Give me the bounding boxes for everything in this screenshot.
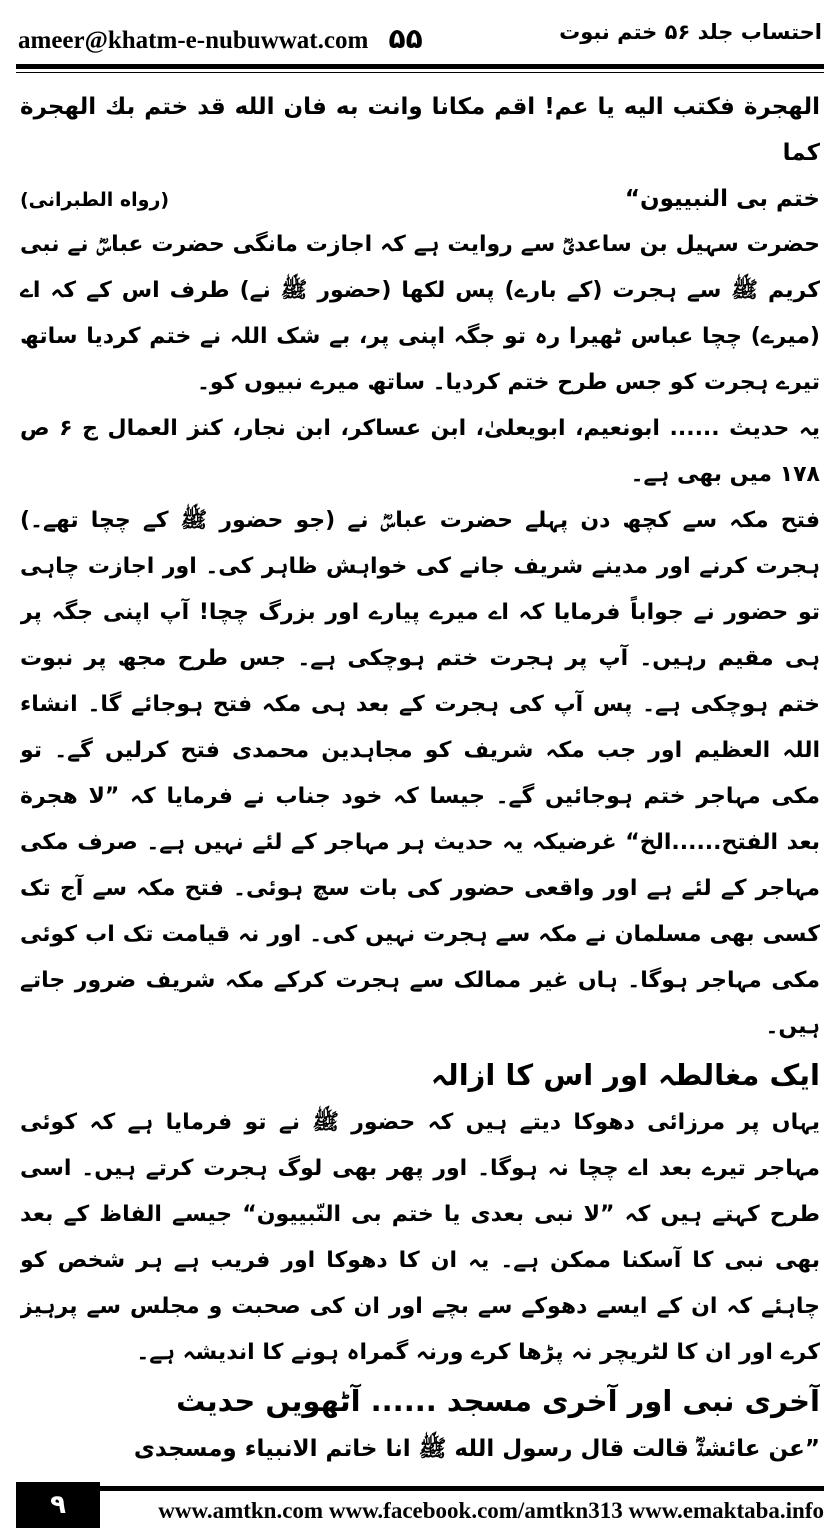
header-page-number: ۵۵ <box>388 22 423 55</box>
arabic-text-2: ختم بی النبییون“ <box>624 186 820 212</box>
paragraph-3 <box>20 498 820 1050</box>
arabic-text-1: الهجرة فكتب اليه يا عم! اقم مكانا وانت به فان الله قد ختم بك الهجرة كما <box>20 94 820 166</box>
paragraph-4 <box>20 1100 820 1376</box>
header-email: ameer@khatm-e-nubuwwat.com <box>18 27 369 54</box>
page-footer <box>16 1482 824 1528</box>
page-body <box>20 84 820 1464</box>
header-thick-rule <box>16 64 824 69</box>
header-thin-rule <box>16 72 824 73</box>
footer-page-number: ۹ <box>16 1482 100 1528</box>
header-issue-title: احتساب جلد ۵۶ ختم نبوت <box>559 20 822 44</box>
arabic-reference: (رواه الطبرانی) <box>20 189 170 211</box>
footer-rule <box>100 1486 824 1491</box>
arabic-row-2 <box>20 176 820 222</box>
section-heading-1: ایک مغالطہ اور اس کا ازالہ <box>430 1058 820 1092</box>
page-header <box>18 14 822 60</box>
paragraph-3-part-b: “ غرضیکہ یہ حدیث ہر مہاجر کے لئے نہیں ہے۔ صرف مکی مہاجر کے لئے ہے اور واقعی حضور کی بات سچ ہوئی۔ فتح مکہ سے آج تک کسی بھی مسلمان نے مکہ سے ہجرت نہیں کی۔ اور نہ قیامت تک اب کوئی مکی مہاجر ہوگا۔ ہاں غیر ممالک سے ہجرت کرکے مکہ شریف ضرور جاتے ہیں۔ <box>20 830 820 1039</box>
paragraph-4-arabic: لا نبی بعدی یا ختم بی النّبییون <box>256 1202 601 1227</box>
paragraph-3-part-a: فتح مکہ سے کچھ دن پہلے حضرت عباسؓ نے (جو حضور ﷺ کے چچا تھے۔) ہجرت کرنے اور مدینے شریف جانے کی خواہش ظاہر کی۔ اور اجازت چاہی تو حضور نے جواباً فرمایا کہ اے میرے پیارے اور بزرگ چچا! آپ اپنی جگہ پر ہی مقیم رہیں۔ آپ پر ہجرت ختم ہوچکی ہے۔ جس طرح مجھ پر نبوت ختم ہوچکی ہے۔ پس آپ کی ہجرت کے بعد ہی مکہ فتح ہوجائے گا۔ انشاء اللہ العظیم اور جب مکہ شریف کو مجاہدین محمدی فتح کرلیں گے۔ تو مکی مہاجر ختم ہوجائیں گے۔ جیسا کہ خود جناب نے فرمایا کہ ” <box>20 508 820 809</box>
arabic-text-3: ”عن عائشةؓ قالت قال رسول الله ﷺ انا خاتم الانبیاء ومسجدی <box>133 1436 820 1462</box>
paragraph-1: حضرت سہیل بن ساعدیؓ سے روایت ہے کہ اجازت مانگی حضرت عباسؓ نے نبی کریم ﷺ سے ہجرت (کے بارے) پس لکھا (حضور ﷺ نے) طرف اس کے کہ اے (میرے) چچا عباس ٹھیرا رہ تو جگہ اپنی پر، بے شک اللہ نے ختم کردیا ساتھ تیرے ہجرت کو جس طرح ختم کردیا۔ ساتھ میرے نبیوں کو۔ <box>20 232 820 395</box>
header-left <box>18 22 423 55</box>
paragraph-4-part-a: یہاں پر مرزائی دھوکا دیتے ہیں کہ حضور ﷺ نے تو فرمایا ہے کہ کوئی مہاجر تیرے بعد اے چچا نہ ہوگا۔ اور پھر بھی لوگ ہجرت کرتے ہیں۔ اسی طرح کہتے ہیں کہ ” <box>20 1110 820 1227</box>
footer-links: www.amtkn.com www.facebook.com/amtkn313 www.emaktaba.info <box>158 1498 824 1523</box>
paragraph-3-arabic: لا هجرة بعد الفتح......الخ <box>20 784 820 855</box>
paragraph-2: یہ حدیث ...... ابونعیم، ابویعلیٰ، ابن عساکر، ابن نجار، کنز العمال ج ۶ ص ۱۷۸ میں بھی ہے۔ <box>20 416 820 487</box>
paragraph-4-part-b: “ جیسے الفاظ کے بعد بھی نبی کا آسکنا ممکن ہے۔ یہ ان کا دھوکا اور فریب ہے ہر شخص کو چاہئے کہ ان کے ایسے دھوکے سے بچے اور ان کی صحبت و مجلس سے پرہیز کرے اور ان کا لٹریچر نہ پڑھا کرے ورنہ گمراہ ہونے کا اندیشہ ہے۔ <box>20 1202 820 1365</box>
section-heading-2: آخری نبی اور آخری مسجد ...... آٹھویں حدیث <box>176 1384 820 1418</box>
